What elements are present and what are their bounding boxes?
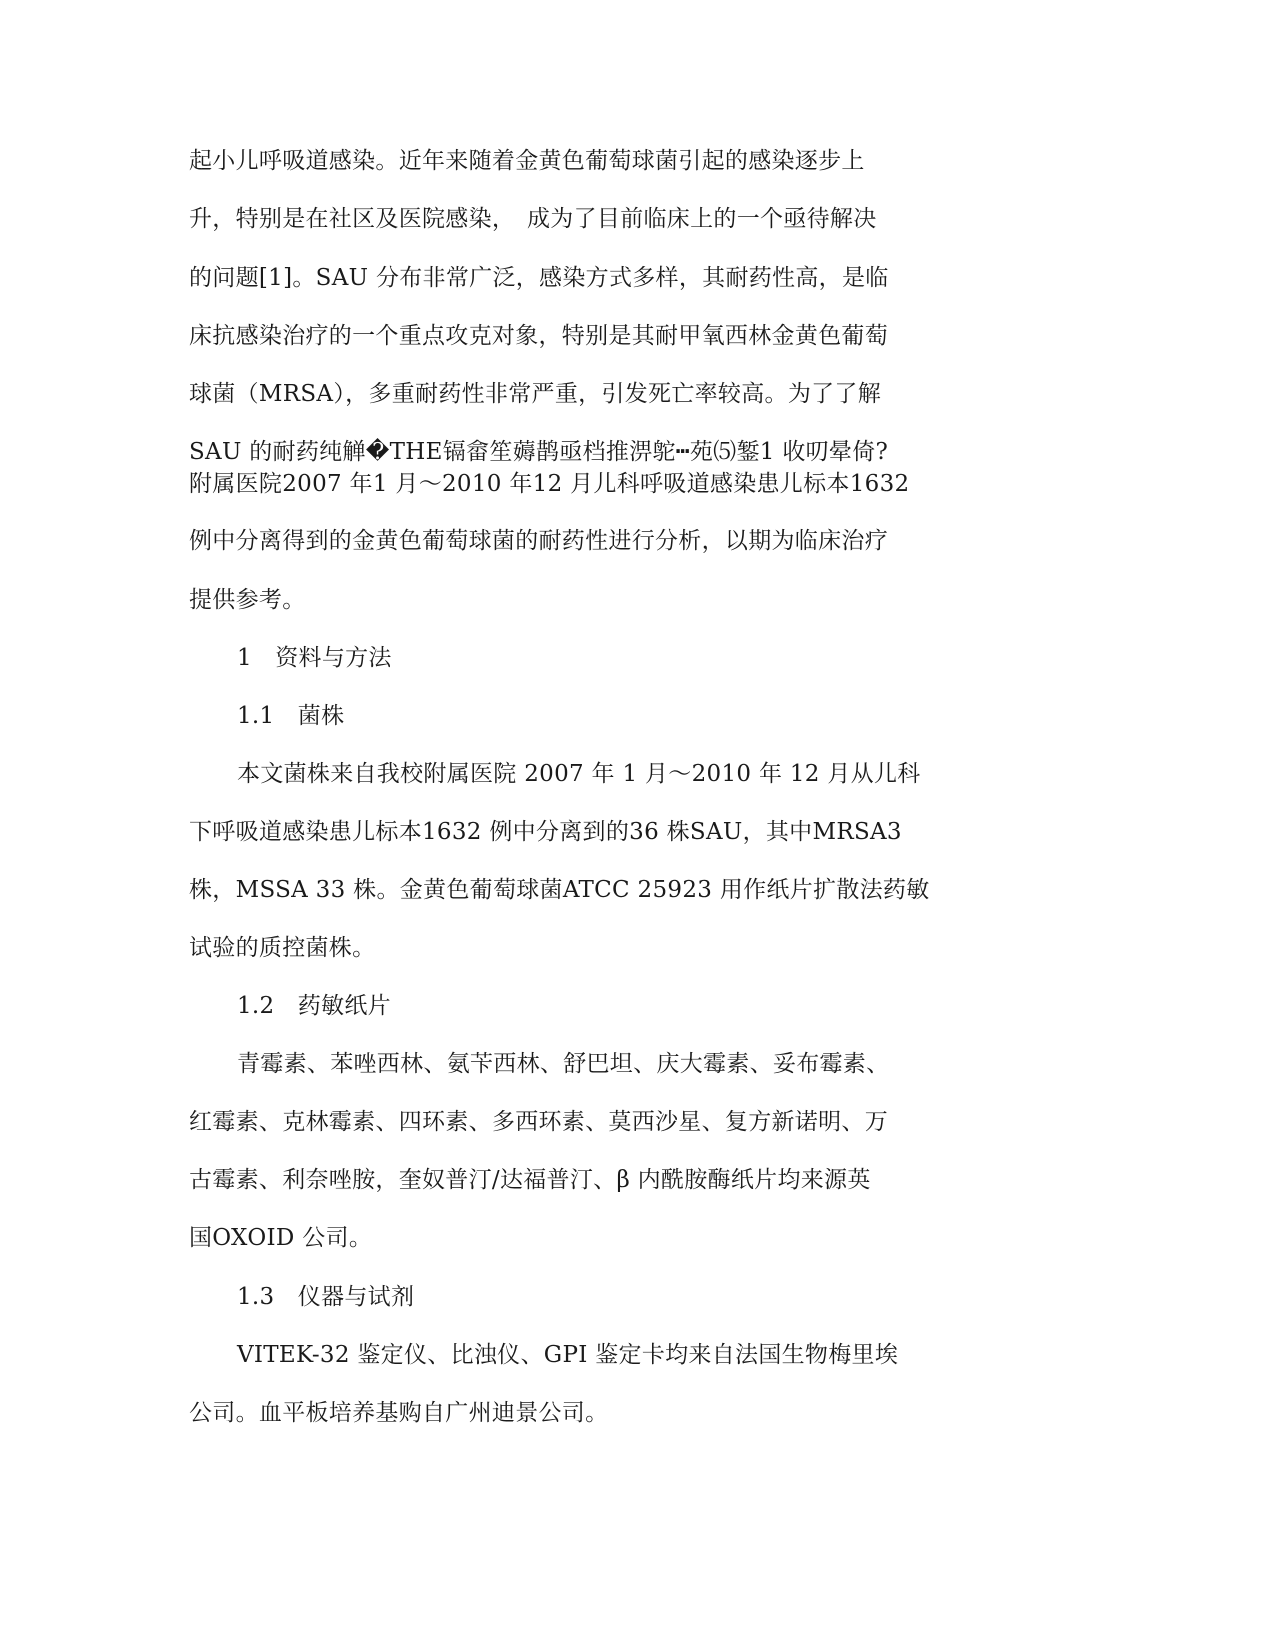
- body-text-line: 球菌（MRSA），多重耐药性非常严重，引发死亡率较高。为了了解: [189, 381, 882, 407]
- body-text-line: 升，特别是在社区及医院感染， 成为了目前临床上的一个亟待解决: [189, 206, 877, 232]
- body-text-line: 公司。血平板培养基购自广州迪景公司。: [189, 1400, 609, 1426]
- body-text-line: 古霉素、利奈唑胺，奎奴普汀/达福普汀、β 内酰胺酶纸片均来源英: [189, 1167, 871, 1193]
- body-text-line: 例中分离得到的金黄色葡萄球菌的耐药性进行分析，以期为临床治疗: [189, 528, 888, 554]
- subsection-heading: 1.1 菌株: [237, 703, 345, 729]
- subsection-heading: 1.3 仪器与试剂: [237, 1284, 415, 1310]
- body-text-line: 国OXOID 公司。: [189, 1225, 373, 1251]
- subsection-heading: 1.2 药敏纸片: [237, 993, 391, 1019]
- body-text-line: 床抗感染治疗的一个重点攻克对象，特别是其耐甲氧西林金黄色葡萄: [189, 323, 888, 349]
- body-text-line: 提供参考。: [189, 587, 306, 613]
- body-text-line: 红霉素、克林霉素、四环素、多西环素、莫西沙星、复方新诺明、万: [189, 1109, 888, 1135]
- section-heading: 1 资料与方法: [237, 645, 392, 671]
- body-text-line: 附属医院2007 年1 月～2010 年12 月儿科呼吸道感染患儿标本1632: [189, 471, 910, 497]
- body-text-line: 的问题[1]。SAU 分布非常广泛，感染方式多样，其耐药性高，是临: [189, 265, 889, 291]
- body-text-line: 起小儿呼吸道感染。近年来随着金黄色葡萄球菌引起的感染逐步上: [189, 148, 865, 174]
- body-text-line: 本文菌株来自我校附属医院 2007 年 1 月～2010 年 12 月从儿科: [237, 761, 921, 787]
- body-text-line: 试验的质控菌株。: [189, 935, 376, 961]
- body-text-line: VITEK-32 鉴定仪、比浊仪、GPI 鉴定卡均来自法国生物梅里埃: [237, 1342, 899, 1368]
- garbled-text-line: SAU 的耐药纯觯�THE镉畲笙薅鹊亟档推淠鸵┅苑⑸錾1 收叨晕倚?: [189, 439, 889, 465]
- body-text-line: 青霉素、苯唑西林、氨苄西林、舒巴坦、庆大霉素、妥布霉素、: [237, 1051, 890, 1077]
- body-text-line: 下呼吸道感染患儿标本1632 例中分离到的36 株SAU，其中MRSA3: [189, 819, 902, 845]
- body-text-line: 株，MSSA 33 株。金黄色葡萄球菌ATCC 25923 用作纸片扩散法药敏: [189, 877, 930, 903]
